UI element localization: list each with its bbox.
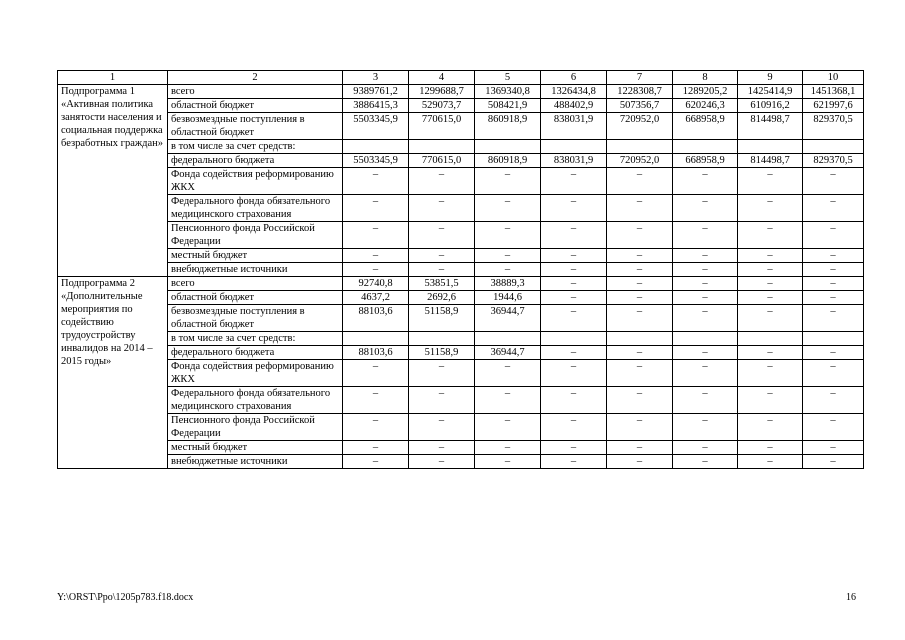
value-cell [541,140,607,154]
value-cell: – [803,305,864,332]
value-cell [673,332,738,346]
header-cell: 7 [607,71,673,85]
value-cell [607,332,673,346]
value-cell [343,332,409,346]
value-cell: 2692,6 [409,291,475,305]
value-cell: 860918,9 [475,113,541,140]
value-cell: – [409,387,475,414]
value-cell: – [475,195,541,222]
value-cell [409,332,475,346]
value-cell: – [738,277,803,291]
value-cell: 668958,9 [673,154,738,168]
value-cell: – [541,305,607,332]
value-cell: – [541,441,607,455]
value-cell: – [607,222,673,249]
value-cell: – [541,195,607,222]
value-cell: – [738,222,803,249]
table-row [58,455,864,469]
value-cell: – [541,291,607,305]
value-cell: 36944,7 [475,305,541,332]
value-cell: – [607,291,673,305]
value-cell: 1944,6 [475,291,541,305]
value-cell: – [475,168,541,195]
row-label: внебюджетные источники [168,455,343,469]
header-cell: 2 [168,71,343,85]
value-cell: – [803,222,864,249]
value-cell: – [475,249,541,263]
value-cell: 488402,9 [541,99,607,113]
value-cell: 5503345,9 [343,113,409,140]
value-cell: – [673,291,738,305]
value-cell: – [673,387,738,414]
value-cell: – [541,168,607,195]
value-cell [541,332,607,346]
table-body [58,71,864,469]
row-label: безвозмездные поступления в областной бюджет [168,305,343,332]
table-row [58,346,864,360]
value-cell: – [673,455,738,469]
value-cell: 9389761,2 [343,85,409,99]
header-row [58,71,864,85]
value-cell: – [607,441,673,455]
value-cell: – [541,346,607,360]
value-cell: – [607,263,673,277]
table-row [58,249,864,263]
value-cell: 838031,9 [541,154,607,168]
value-cell: 610916,2 [738,99,803,113]
table-row [58,360,864,387]
value-cell: 620246,3 [673,99,738,113]
value-cell: – [541,455,607,469]
value-cell: – [803,195,864,222]
value-cell: 838031,9 [541,113,607,140]
value-cell: – [607,387,673,414]
file-path: Y:\ORST\Ppo\1205p783.f18.docx [57,592,194,603]
row-label: внебюджетные источники [168,263,343,277]
value-cell: 829370,5 [803,154,864,168]
header-cell: 9 [738,71,803,85]
value-cell: – [803,441,864,455]
value-cell: – [541,263,607,277]
value-cell: – [541,222,607,249]
value-cell: – [803,277,864,291]
value-cell: – [343,387,409,414]
table-row [58,113,864,140]
value-cell: – [738,195,803,222]
value-cell: 529073,7 [409,99,475,113]
value-cell: – [409,263,475,277]
table-row [58,195,864,222]
value-cell: 5503345,9 [343,154,409,168]
value-cell: 51158,9 [409,346,475,360]
value-cell: 770615,0 [409,113,475,140]
header-cell: 10 [803,71,864,85]
value-cell: – [475,455,541,469]
value-cell: 621997,6 [803,99,864,113]
value-cell: 1425414,9 [738,85,803,99]
value-cell: – [409,414,475,441]
value-cell: – [673,195,738,222]
value-cell: – [738,291,803,305]
row-label: федерального бюджета [168,154,343,168]
value-cell: – [607,168,673,195]
value-cell [409,140,475,154]
header-cell: 1 [58,71,168,85]
value-cell [475,140,541,154]
value-cell: 3886415,3 [343,99,409,113]
value-cell [475,332,541,346]
row-label: Пенсионного фонда Российской Федерации [168,414,343,441]
value-cell: – [738,387,803,414]
row-label: местный бюджет [168,249,343,263]
value-cell: – [475,222,541,249]
value-cell: – [343,195,409,222]
value-cell: 668958,9 [673,113,738,140]
row-label: в том числе за счет средств: [168,140,343,154]
value-cell: – [673,168,738,195]
table-row [58,291,864,305]
subprogram-title: Подпрограмма 1 «Активная политика занятости населения и социальная поддержка безработных граждан» [58,85,168,277]
value-cell: – [475,263,541,277]
value-cell [673,140,738,154]
value-cell: – [803,249,864,263]
header-cell: 8 [673,71,738,85]
value-cell: 92740,8 [343,277,409,291]
value-cell: – [738,305,803,332]
header-cell: 4 [409,71,475,85]
budget-table [57,70,864,469]
value-cell: 814498,7 [738,113,803,140]
value-cell: 814498,7 [738,154,803,168]
value-cell: – [343,222,409,249]
row-label: Фонда содействия реформированию ЖКХ [168,360,343,387]
value-cell: – [803,346,864,360]
row-label: местный бюджет [168,441,343,455]
value-cell: – [409,168,475,195]
value-cell: – [409,455,475,469]
value-cell: – [803,360,864,387]
value-cell: – [673,222,738,249]
value-cell: – [607,360,673,387]
row-label: всего [168,85,343,99]
value-cell: – [803,414,864,441]
table-row [58,414,864,441]
value-cell: 1369340,8 [475,85,541,99]
value-cell: – [541,360,607,387]
value-cell: – [673,441,738,455]
value-cell: 1299688,7 [409,85,475,99]
value-cell: – [343,414,409,441]
value-cell: – [673,277,738,291]
value-cell: 720952,0 [607,154,673,168]
table-row [58,99,864,113]
value-cell: – [803,387,864,414]
value-cell: – [738,168,803,195]
row-label: Федерального фонда обязательного медицинского страхования [168,195,343,222]
row-label: федерального бюджета [168,346,343,360]
value-cell: – [738,441,803,455]
table-row [58,140,864,154]
value-cell: – [738,360,803,387]
table-row [58,387,864,414]
table-row [58,222,864,249]
value-cell: – [673,305,738,332]
value-cell: – [475,360,541,387]
value-cell: 36944,7 [475,346,541,360]
value-cell: – [343,455,409,469]
subprogram-title: Подпрограмма 2 «Дополнительные мероприятия по содействию трудоустройству инвалидов на 2014 – 2015 годы» [58,277,168,469]
value-cell: – [409,441,475,455]
value-cell: 88103,6 [343,346,409,360]
value-cell: – [475,414,541,441]
value-cell: 88103,6 [343,305,409,332]
value-cell: – [803,291,864,305]
value-cell: – [409,222,475,249]
header-cell: 6 [541,71,607,85]
value-cell: – [803,168,864,195]
value-cell: – [673,249,738,263]
value-cell [343,140,409,154]
value-cell: – [343,360,409,387]
table-row [58,441,864,455]
table-row [58,154,864,168]
page-number: 16 [846,592,856,603]
value-cell: – [409,360,475,387]
value-cell: – [738,455,803,469]
value-cell: 51158,9 [409,305,475,332]
value-cell: – [343,441,409,455]
value-cell: – [738,346,803,360]
value-cell: – [607,249,673,263]
value-cell: – [541,387,607,414]
value-cell: 829370,5 [803,113,864,140]
value-cell: – [673,346,738,360]
value-cell: – [475,387,541,414]
value-cell: 38889,3 [475,277,541,291]
table-row [58,277,864,291]
value-cell: – [343,263,409,277]
row-label: Фонда содействия реформированию ЖКХ [168,168,343,195]
value-cell: – [343,249,409,263]
value-cell: – [607,346,673,360]
value-cell: 508421,9 [475,99,541,113]
value-cell: 1451368,1 [803,85,864,99]
value-cell: 720952,0 [607,113,673,140]
value-cell: – [673,414,738,441]
value-cell: – [607,414,673,441]
value-cell: – [541,414,607,441]
row-label: областной бюджет [168,99,343,113]
value-cell: 53851,5 [409,277,475,291]
value-cell: 1289205,2 [673,85,738,99]
value-cell: 1228308,7 [607,85,673,99]
value-cell [738,140,803,154]
value-cell: – [738,249,803,263]
value-cell [803,332,864,346]
row-label: Пенсионного фонда Российской Федерации [168,222,343,249]
value-cell: – [343,168,409,195]
table-row [58,263,864,277]
value-cell: – [738,263,803,277]
row-label: областной бюджет [168,291,343,305]
value-cell: 4637,2 [343,291,409,305]
value-cell: – [738,414,803,441]
value-cell: – [541,249,607,263]
value-cell [803,140,864,154]
value-cell: – [607,455,673,469]
value-cell [738,332,803,346]
value-cell: – [803,455,864,469]
value-cell: – [409,249,475,263]
header-cell: 3 [343,71,409,85]
value-cell: 507356,7 [607,99,673,113]
value-cell: 770615,0 [409,154,475,168]
value-cell: – [803,263,864,277]
value-cell: – [607,277,673,291]
row-label: всего [168,277,343,291]
header-cell: 5 [475,71,541,85]
table-row [58,85,864,99]
value-cell: – [673,360,738,387]
value-cell: – [607,305,673,332]
value-cell: – [541,277,607,291]
value-cell [607,140,673,154]
table-row [58,332,864,346]
table-row [58,305,864,332]
value-cell: – [409,195,475,222]
value-cell: – [607,195,673,222]
value-cell: 860918,9 [475,154,541,168]
row-label: безвозмездные поступления в областной бюджет [168,113,343,140]
row-label: в том числе за счет средств: [168,332,343,346]
row-label: Федерального фонда обязательного медицинского страхования [168,387,343,414]
value-cell: – [475,441,541,455]
value-cell: – [673,263,738,277]
table-row [58,168,864,195]
value-cell: 1326434,8 [541,85,607,99]
